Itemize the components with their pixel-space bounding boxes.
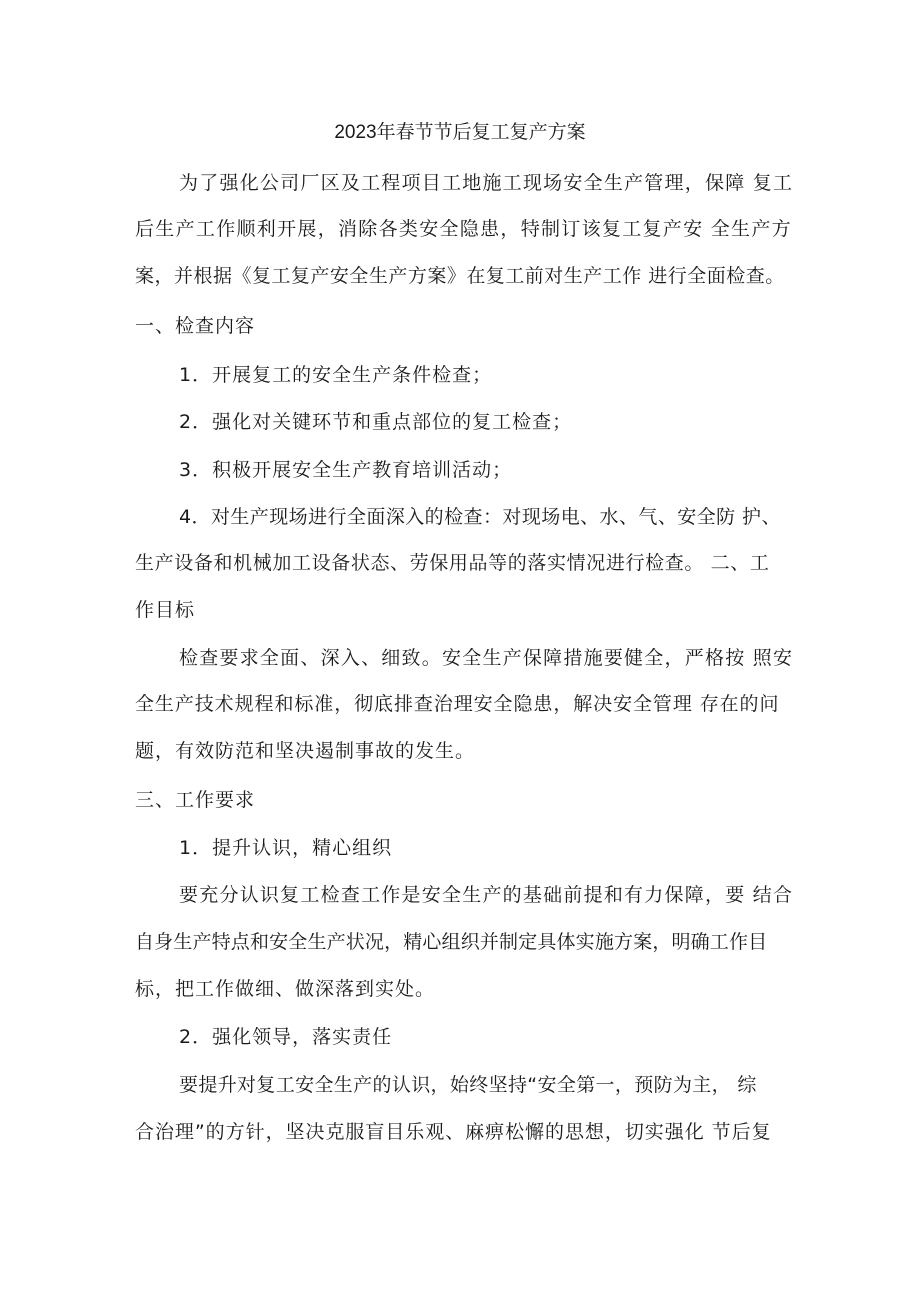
section-heading: 一、检查内容: [135, 315, 256, 337]
paragraph-line: 后生产工作顺利开展，消除各类安全隐患，特制订该复工复产安 全生产方: [135, 218, 792, 240]
section-heading: 三、工作要求: [135, 789, 256, 811]
paragraph-line: 合治理”的方针，坚决克服盲目乐观、麻痹松懈的思想，切实强化 节后复: [135, 1121, 772, 1143]
paragraph-line: 生产设备和机械加工设备状态、劳保用品等的落实情况进行检查。 二、工: [135, 552, 770, 574]
paragraph-line: 题，有效防范和坚决遏制事故的发生。: [135, 740, 476, 762]
paragraph-line: 自身生产特点和安全生产状况，精心组织并制定具体实施方案，明确工作目: [135, 931, 768, 953]
subsection-heading: 1．提升认识，精心组织: [179, 837, 393, 859]
list-item: 2．强化对关键环节和重点部位的复工检查；: [179, 411, 573, 433]
subsection-heading: 2．强化领导，落实责任: [179, 1026, 393, 1048]
paragraph-line: 检查要求全面、深入、细致。安全生产保障措施要健全，严格按 照安: [179, 647, 794, 669]
list-item: 1．开展复工的安全生产条件检查；: [179, 364, 493, 386]
paragraph-line: 要提升对复工安全生产的认识，始终坚持“安全第一，预防为主， 综: [179, 1074, 757, 1096]
paragraph-line: 案，并根据《复工复产安全生产方案》在复工前对生产工作 进行全面检查。: [135, 265, 785, 287]
paragraph-line: 全生产技术规程和标准，彻底排查治理安全隐患，解决安全管理 存在的问: [135, 693, 780, 715]
section-heading: 作目标: [135, 599, 196, 621]
document-title: 2023年春节节后复工复产方案: [334, 122, 586, 143]
list-item: 4．对生产现场进行全面深入的检查：对现场电、水、气、安全防 护、: [179, 506, 781, 528]
paragraph-line: 要充分认识复工检查工作是安全生产的基础前提和有力保障，要 结合: [179, 884, 794, 906]
list-item: 3．积极开展安全生产教育培训活动；: [179, 459, 513, 481]
paragraph-line: 标，把工作做细、做深落到实处。: [135, 978, 436, 1000]
paragraph-line: 为了强化公司厂区及工程项目工地施工现场安全生产管理，保障 复工: [179, 172, 794, 194]
